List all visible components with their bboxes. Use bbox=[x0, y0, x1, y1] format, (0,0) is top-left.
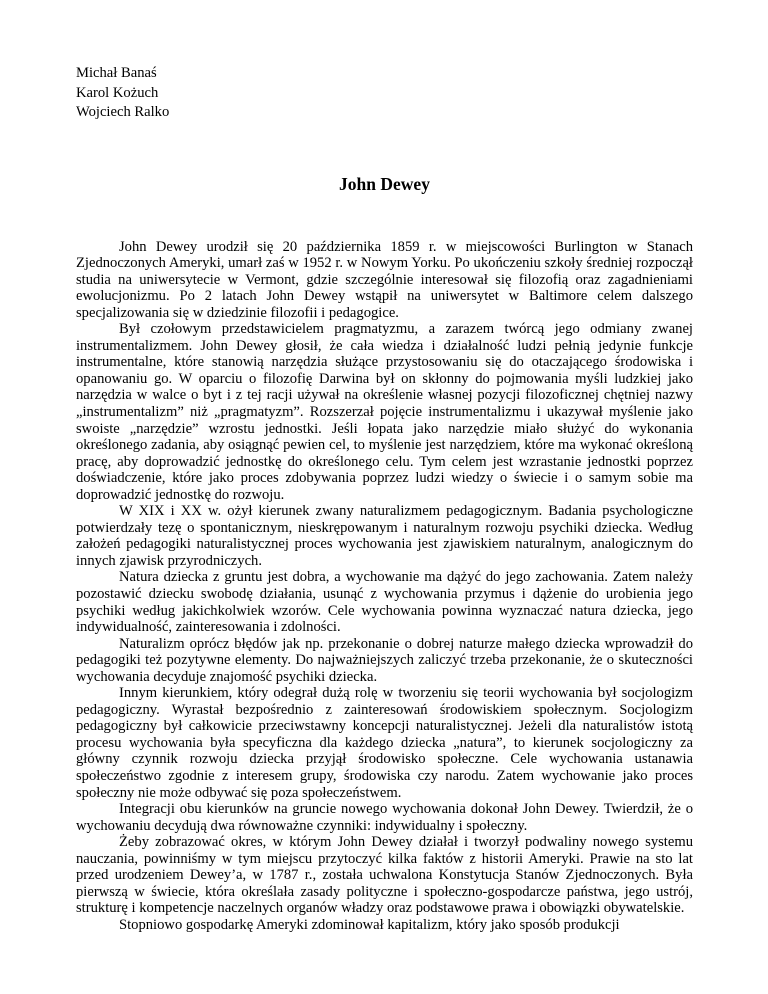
paragraph: Natura dziecka z gruntu jest dobra, a wychowanie ma dążyć do jego zachowania. Zatem należy pozostawić dziecku swobodę działania, usunąć z wychowania przymus i dążenie do urobienia jego psychiki według jakichkolwiek wzorów. Cele wychowania powinna wyznaczać natura dziecka, jego indywidualność, zainteresowania i zdolności. bbox=[76, 569, 693, 636]
paragraph: John Dewey urodził się 20 października 1859 r. w miejscowości Burlington w Stanach Zjednoczonych Ameryki, umarł zaś w 1952 r. w Nowym Yorku. Po ukończeniu szkoły średniej rozpoczął studia na uniwersytecie w Vermont, gdzie szczególnie interesował się filozofią oraz zagadnieniami ewolucjonizmu. Po 2 latach John Dewey wstąpił na uniwersytet w Baltimore celem dalszego specjalizowania się w dziedzinie filozofii i pedagogice. bbox=[76, 238, 693, 321]
author-name: Michał Banaś bbox=[76, 65, 157, 81]
paragraph: Naturalizm oprócz błędów jak np. przekonanie o dobrej naturze małego dziecka wprowadził do pedagogiki też pozytywne elementy. Do najważniejszych zaliczyć trzeba przekonanie, że o skuteczności wychowania decyduje znajomość psychiki dziecka. bbox=[76, 635, 693, 685]
paragraph: Był czołowym przedstawicielem pragmatyzmu, a zarazem twórcą jego odmiany zwanej instrumentalizmem. John Dewey głosił, że cała wiedza i działalność ludzi pełnią jedynie funkcje instrumentalne, które stanowią narzędzia służące przystosowaniu się do otaczającego środowiska i opanowaniu go. W oparciu o filozofię Darwina był on skłonny do pojmowania myśli ludzkiej jako narzędzia w walce o byt i z tej racji używał na określenie własnej pozycji filozoficznej chętniej nazwy „instrumentalizm” niż „pragmatyzm”. Rozszerzał pojęcie instrumentalizmu i ukazywał myślenie jako swoiste „narzędzie” wzrostu jednostki. Jeśli łopata jako narzędzie miało służyć do wykonania określonego zadania, aby osiągnąć pewien cel, to myślenie jest narzędziem, które ma wykonać określoną pracę, aby doprowadzić jednostkę do określonego celu. Tym celem jest wzrastanie jednostki poprzez doświadczenie, które jako proces zdobywania poprzez ludzi wiedzy o świecie i o samym sobie ma doprowadzić jednostkę do rozwoju. bbox=[76, 321, 693, 503]
paragraph: Innym kierunkiem, który odegrał dużą rolę w tworzeniu się teorii wychowania był socjologizm pedagogiczny. Wyrastał bezpośrednio z zainteresowań środowiskiem społecznym. Socjologizm pedagogiczny był całkowicie przeciwstawny koncepcji naturalistycznej. Jeżeli dla naturalistów istotą procesu wychowania była specyficzna dla każdego dziecka „natura”, to kierunek socjologiczny za główny czynnik rozwoju dziecka przyjął środowisko społeczne. Cele wychowania ustanawia społeczeństwo zgodnie z interesem grupy, środowiska czy narodu. Zatem wychowanie jako proces społeczny nie może odbywać się poza społeczeństwem. bbox=[76, 685, 693, 801]
document-body bbox=[76, 239, 693, 934]
authors-block bbox=[76, 64, 693, 123]
author-name: Karol Kożuch bbox=[76, 84, 159, 101]
paragraph: Stopniowo gospodarkę Ameryki zdominował kapitalizm, który jako sposób produkcji bbox=[119, 916, 620, 933]
paragraph: Żeby zobrazować okres, w którym John Dewey działał i tworzył podwaliny nowego systemu nauczania, powinniśmy w tym miejscu przytoczyć kilka faktów z historii Ameryki. Prawie na sto lat przed urodzeniem Dewey’a, w 1787 r., została uchwalona Konstytucja Stanów Zjednoczonych. Była pierwszą w świecie, która określała zasady polityczne i społeczno-gospodarcze państwa, jego ustrój, strukturę i kompetencje naczelnych organów władzy oraz podstawowe prawa i obowiązki obywatelskie. bbox=[76, 834, 693, 917]
document-title: John Dewey bbox=[339, 173, 430, 194]
paragraph: W XIX i XX w. ożył kierunek zwany naturalizmem pedagogicznym. Badania psychologiczne potwierdzały tezę o spontanicznym, nieskrępowanym i naturalnym rozwoju psychiki dziecka. Według założeń pedagogiki naturalistycznej proces wychowania jest zjawiskiem naturalnym, analogicznym do innych zjawisk przyrodniczych. bbox=[76, 503, 693, 569]
paragraph: Integracji obu kierunków na gruncie nowego wychowania dokonał John Dewey. Twierdził, że o wychowaniu decydują dwa równoważne czynniki: indywidualny i społeczny. bbox=[76, 801, 693, 834]
author-name: Wojciech Ralko bbox=[76, 104, 170, 120]
